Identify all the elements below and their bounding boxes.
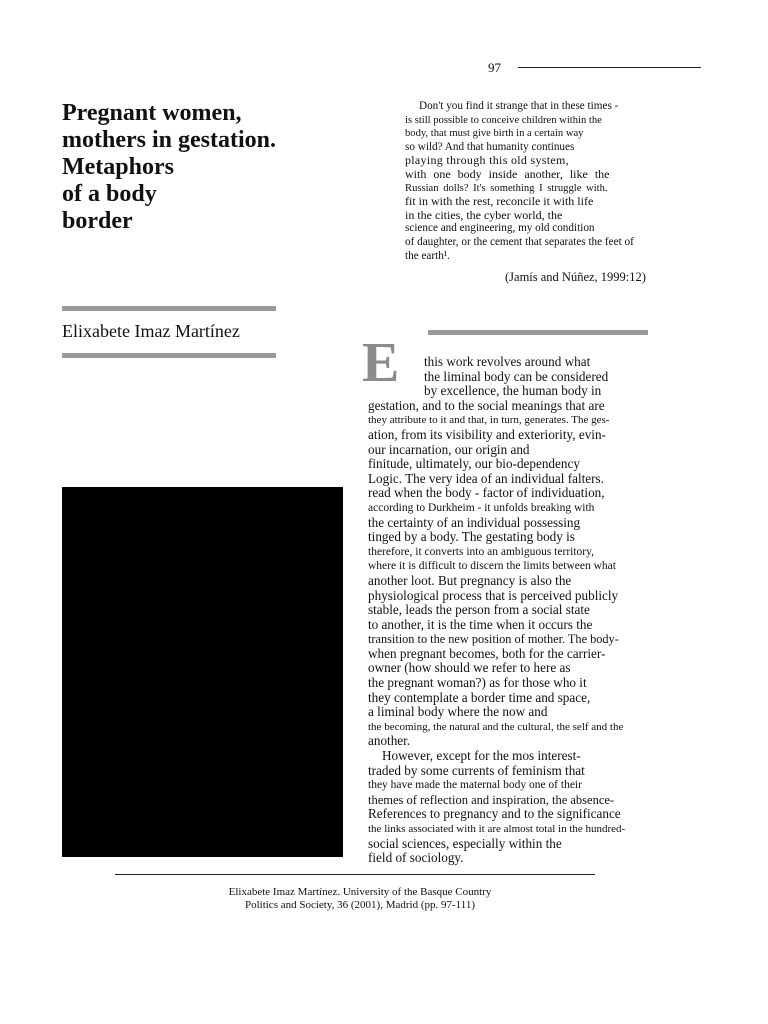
epigraph <box>405 100 675 263</box>
epigraph-line: is still possible to conceive children within the <box>405 114 602 126</box>
body-line: another loot. But pregnancy is also the <box>368 572 572 588</box>
body-line: field of sociology. <box>368 850 464 866</box>
body-line: stable, leads the person from a social state <box>368 602 590 618</box>
title-line: Metaphors <box>62 154 174 180</box>
body-line: the pregnant woman?) as for those who it <box>368 675 587 691</box>
body-line: physiological process that is perceived publicly <box>368 587 619 603</box>
drop-cap: E <box>362 332 400 394</box>
body-line: the becoming, the natural and the cultural, the self and the <box>368 720 624 733</box>
article-title <box>62 100 362 235</box>
title-line: border <box>62 208 133 234</box>
body-line: the certainty of an individual possessing <box>368 514 581 530</box>
body-line: finitude, ultimately, our bio-dependency <box>368 456 580 472</box>
footer-reference <box>180 886 540 912</box>
epigraph-line: the earth¹. <box>405 249 450 262</box>
epigraph-line: in the cities, the cyber world, the <box>405 207 563 222</box>
body-line: read when the body - factor of individuation, <box>368 485 605 501</box>
footer-line: Politics and Society, 36 (2001), Madrid (pp. 97-111) <box>244 899 476 911</box>
footer-line: Elixabete Imaz Martínez. University of the Basque Country <box>228 886 492 898</box>
epigraph-line: Russian dolls? It's something I struggle with. <box>405 182 608 194</box>
epigraph-line: fit in with the rest, reconcile it with life <box>405 194 594 209</box>
body-line: this work revolves around what <box>424 354 591 369</box>
body-line: they attribute to it and that, in turn, generates. The ges- <box>368 414 610 427</box>
epigraph-line: so wild? And that humanity continues <box>405 140 575 153</box>
author-rule-top <box>62 306 276 311</box>
body-line: owner (how should we refer to here as <box>368 660 571 676</box>
body-line: our incarnation, our origin and <box>368 441 530 457</box>
body-line: they contemplate a border time and space, <box>368 689 591 705</box>
epigraph-line: Don't you find it strange that in these times - <box>419 100 619 112</box>
title-line: of a body <box>62 181 157 207</box>
epigraph-line: of daughter, or the cement that separates the feet of <box>405 235 634 248</box>
body-line: themes of reflection and inspiration, the absence- <box>368 792 615 807</box>
body-rule <box>428 330 648 335</box>
epigraph-citation: (Jamís and Núñez, 1999:12) <box>505 270 646 284</box>
body-line: another. <box>368 733 411 749</box>
body-line: according to Durkheim - it unfolds breaking with <box>368 501 595 514</box>
epigraph-line: with one body inside another, like the <box>405 166 610 181</box>
epigraph-line: playing through this old system, <box>405 153 569 168</box>
body-line: where it is difficult to discern the limits between what <box>368 560 616 573</box>
body-line: by excellence, the human body in <box>424 383 602 399</box>
body-line: However, except for the mos interest- <box>382 748 581 764</box>
body-line: transition to the new position of mother. The body- <box>368 632 619 647</box>
title-line: mothers in gestation. <box>62 127 276 153</box>
body-line: References to pregnancy and to the significance <box>368 806 621 822</box>
body-line: Logic. The very idea of an individual falters. <box>368 470 604 486</box>
body-line: therefore, it converts into an ambiguous territory, <box>368 545 594 558</box>
footer-rule <box>115 874 595 875</box>
page-number: 97 <box>488 60 501 75</box>
body-line: gestation, and to the social meanings that are <box>368 397 605 413</box>
body-line: traded by some currents of feminism that <box>368 762 585 778</box>
body-line: ation, from its visibility and exteriority, evin- <box>368 426 606 442</box>
body-line: tinged by a body. The gestating body is <box>368 529 575 545</box>
epigraph-line: body, that must give birth in a certain way <box>405 128 584 140</box>
body-line: when pregnant becomes, both for the carrier- <box>368 645 606 661</box>
epigraph-line: science and engineering, my old condition <box>405 222 595 235</box>
body-line: social sciences, especially within the <box>368 835 562 851</box>
black-image-block <box>62 487 343 857</box>
body-line: the liminal body can be considered <box>424 368 609 384</box>
body-line: they have made the maternal body one of their <box>368 779 582 792</box>
author-rule-bottom <box>62 353 276 358</box>
title-line: Pregnant women, <box>62 100 242 126</box>
header-rule <box>518 67 701 68</box>
body-line: a liminal body where the now and <box>368 704 548 720</box>
author-name: Elixabete Imaz Martínez <box>62 321 240 341</box>
body-line: to another, it is the time when it occurs the <box>368 616 593 632</box>
body-text <box>368 355 678 866</box>
body-line: the links associated with it are almost total in the hundred- <box>368 823 626 835</box>
